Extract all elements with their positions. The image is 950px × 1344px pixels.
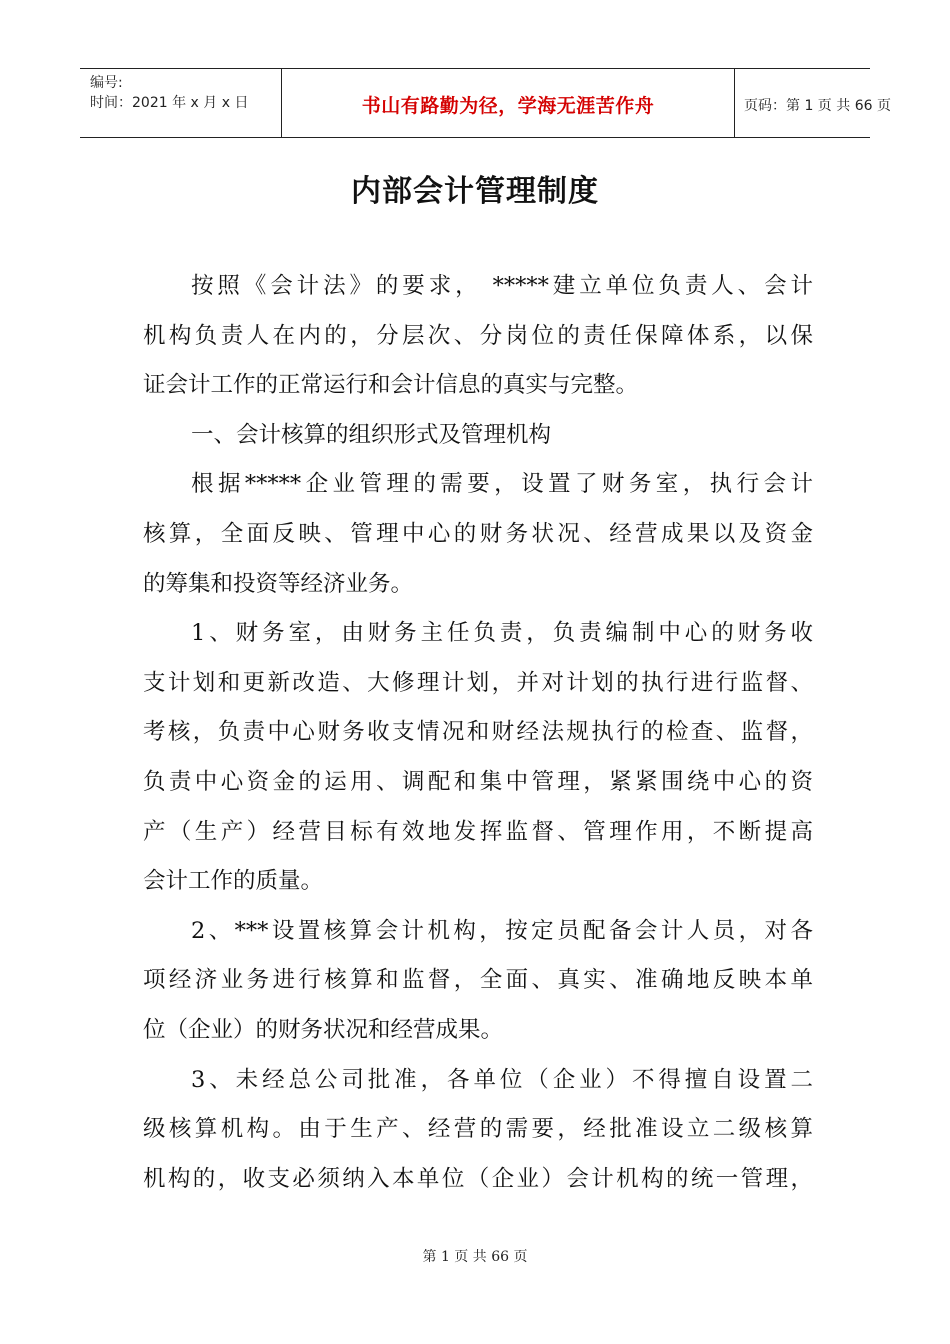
document-date-label: 时间：2021 年 x 月 x 日	[90, 95, 249, 111]
paragraph-line: 机构的，收支必须纳入本单位（企业）会计机构的统一管理，	[143, 1165, 813, 1192]
paragraph-line: 考核，负责中心财务收支情况和财经法规执行的检查、监督，	[143, 719, 813, 746]
header-motto-cell	[281, 69, 735, 137]
paragraph-line: 证会计工作的正常运行和会计信息的真实与完整。	[143, 372, 639, 399]
paragraph-line: 根据*****企业管理的需要，设置了财务室，执行会计	[191, 471, 813, 498]
paragraph-line: 的筹集和投资等经济业务。	[143, 570, 414, 597]
header-page-cell	[734, 69, 891, 137]
paragraph-line: 3、未经总公司批准，各单位（企业）不得擅自设置二	[191, 1066, 813, 1093]
page-footer: 第 1 页 共 66 页	[422, 1249, 528, 1265]
paragraph-line: 负责中心资金的运用、调配和集中管理，紧紧围绕中心的资	[143, 768, 813, 795]
paragraph-line: 核算，全面反映、管理中心的财务状况、经营成果以及资金	[143, 520, 813, 547]
paragraph-line: 项经济业务进行核算和监督，全面、真实、准确地反映本单	[143, 967, 813, 994]
paragraph-line: 按照《会计法》的要求， *****建立单位负责人、会计	[191, 273, 813, 299]
document-body	[143, 262, 813, 1204]
paragraph-line: 支计划和更新改造、大修理计划，并对计划的执行进行监督、	[143, 669, 813, 696]
paragraph-line: 产（生产）经营目标有效地发挥监督、管理作用，不断提高	[143, 818, 813, 845]
paragraph-line: 级核算机构。由于生产、经营的需要，经批准设立二级核算	[143, 1116, 813, 1143]
header-motto: 书山有路勤为径，学海无涯苦作舟	[361, 95, 655, 117]
paragraph-line: 2、***设置核算会计机构，按定员配备会计人员，对各	[191, 917, 813, 944]
document-number-label: 编号:	[90, 75, 123, 91]
header-meta-cell	[80, 69, 281, 137]
paragraph-line: 机构负责人在内的，分层次、分岗位的责任保障体系，以保	[143, 322, 813, 349]
paragraph-line: 会计工作的质量。	[143, 868, 324, 895]
paragraph-line: 位（企业）的财务状况和经营成果。	[143, 1016, 504, 1043]
paragraph-line: 1、财务室，由财务主任负责，负责编制中心的财务收	[191, 620, 813, 647]
document-header	[80, 68, 891, 138]
paragraph-line: 一、会计核算的组织形式及管理机构	[191, 421, 552, 448]
header-page-code: 页码：第 1 页 共 66 页	[744, 98, 891, 114]
document-title: 内部会计管理制度	[351, 174, 599, 209]
